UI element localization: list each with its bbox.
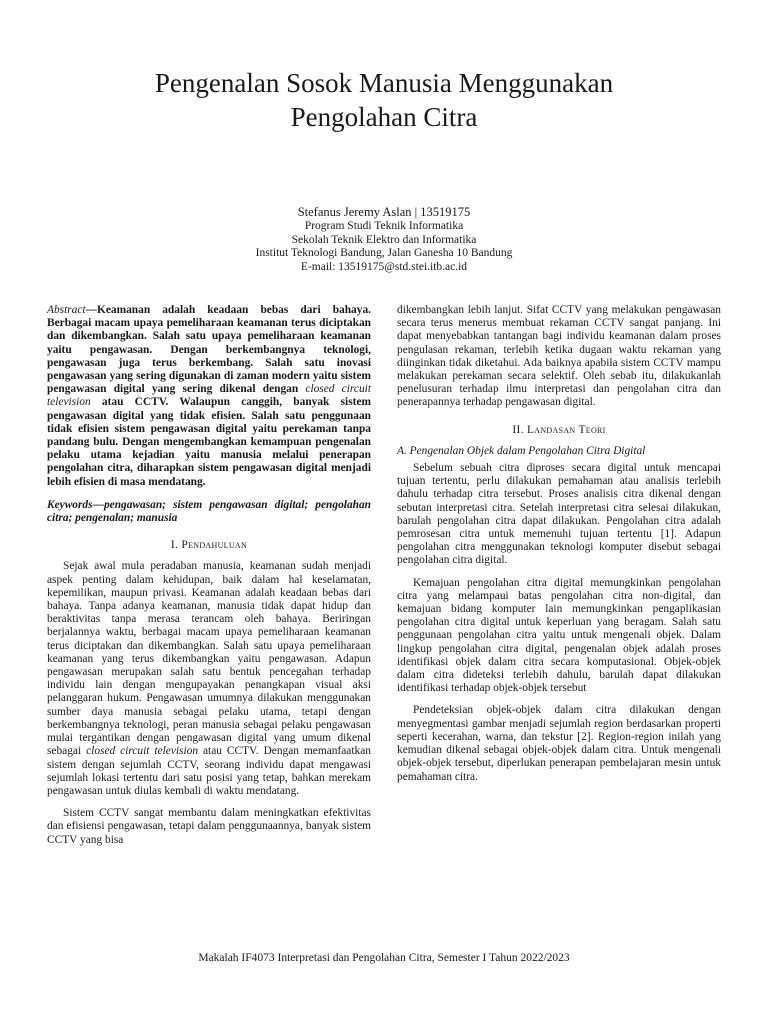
left-column bbox=[47, 304, 371, 856]
right-column bbox=[397, 304, 721, 793]
title-line-1: Pengenalan Sosok Manusia Menggunakan bbox=[154, 68, 614, 98]
affiliation-school: Sekolah Teknik Elektro dan Informatika bbox=[291, 233, 477, 246]
section-heading-landasan-teori: II. Landasan Teori bbox=[512, 423, 606, 436]
theory-paragraph-3: Pendeteksian objek-objek dalam citra dilakukan dengan menyegmentasi gambar menjadi sejumlah region berdasarkan properti seperti kecerahan, warna, dan tekstur [2]. Region-region inilah yang kemudian dikenal sebagai objek-objek dalam citra. Untuk mengenali objek-objek tersebut, diperlukan penerapan pembelajaran mesin untuk pemahaman citra. bbox=[397, 704, 721, 783]
intro-p1-text-b: atau CCTV. Dengan memanfaatkan sistem dengan sejumlah CCTV, seorang individu dapat mengawasi sejumlah lokasi tertentu dari satu posisi yang tetap, bahkan merekam pengawasan untuk diulas kembali di waktu mendatang. bbox=[47, 745, 371, 797]
affiliation-institute: Institut Teknologi Bandung, Jalan Ganesha 10 Bandung bbox=[255, 247, 513, 259]
theory-paragraph-2: Kemajuan pengolahan citra digital memungkinkan pengolahan citra yang melampaui batas pengolahan citra non-digital, dan kemajuan bidang komputer lain memungkinkan pengaplikasian pengolahan citra digital untuk keperluan yang beragam. Salah satu penggunaan pengolahan citra yaitu untuk mengenali objek. Dalam lingkup pengolahan citra digital, pengenalan objek adalah proses identifikasi objek dalam citra secara komputasional. Objek-objek dalam citra dideteksi terlebih dahulu, barulah dapat dilakukan identifikasi terhadap objek-objek tersebut bbox=[397, 576, 721, 695]
section-heading-introduction: I. Pendahuluan bbox=[170, 539, 248, 552]
abstract-text-b: atau CCTV. Walaupun canggih, banyak sistem pengawasan digital yang tidak efisien. Salah satu penggunaan tidak efisien sistem pengawasan digital yaitu perekaman tanpa pandang bulu. Dengan mengembangkan kemampuan pengenalan pelaku utama kejadian yaitu manusia melalui penerapan pengolahan citra, diharapkan sistem pengawasan digital menjadi lebih efisien di masa mendatang. bbox=[47, 396, 371, 488]
abstract bbox=[47, 304, 371, 489]
abstract-term: closed circuit television bbox=[47, 383, 371, 409]
intro-p1-term: closed circuit television bbox=[86, 745, 199, 758]
intro-paragraph-1 bbox=[47, 560, 371, 798]
affiliation-block bbox=[60, 220, 708, 274]
affiliation-program: Program Studi Teknik Informatika bbox=[304, 220, 464, 232]
abstract-text-a: —Keamanan adalah keadaan bebas dari bahaya. Berbagai macam upaya pemeliharaan keamanan terus diciptakan dan dikembangkan. Salah satu upaya pemeliharaan keamanan yaitu pengawasan. Dengan berkembangnya teknologi, pengawasan juga terus berkembang. Salah satu inovasi pengawasan yang sering digunakan di zaman modern yaitu sistem pengawasan digital yang sering dikenal dengan bbox=[47, 304, 371, 396]
author-line: Stefanus Jeremy Aslan | 13519175 bbox=[297, 205, 471, 219]
intro-paragraph-2-continued: dikembangkan lebih lanjut. Sifat CCTV yang melakukan pengawasan secara terus menerus membuat rekaman CCTV sangat panjang. Ini dapat menyebabkan tantangan bagi individu keamanan dalam proses pengulasan rekaman, terlebih ketika dugaan waktu rekaman yang diinginkan tidak diketahui. Ada baiknya apabila sistem CCTV mampu melakukan perekaman secara selektif. Oleh sebab itu, dilakukanlah penelusuran terhadap ilmu interpretasi dan pengolahan citra dan penerapannya terhadap pengawasan digital. bbox=[397, 304, 721, 409]
subsection-heading-object-recognition: A. Pengenalan Objek dalam Pengolahan Citra Digital bbox=[397, 444, 646, 457]
theory-paragraph-1: Sebelum sebuah citra diproses secara digital untuk mencapai tujuan tertentu, perlu dilakukan pemahaman atau analisis terlebih dahulu terhadap citra tersebut. Proses analisis citra dikenal dengan sebutan interpretasi citra. Setelah interpretasi citra selesai dilakukan, barulah pengolahan citra dapat dilakukan. Pengolahan citra adalah pemrosesan citra untuk memenuhi tujuan tertentu [1]. Adapun pengolahan citra menggunakan teknologi komputer disebut sebagai pengolahan citra digital. bbox=[397, 462, 721, 567]
keywords: Keywords—pengawasan; sistem pengawasan digital; pengolahan citra; pengenalan; manusia bbox=[47, 498, 371, 525]
page-footer: Makalah IF4073 Interpretasi dan Pengolahan Citra, Semester I Tahun 2022/2023 bbox=[198, 952, 570, 964]
intro-paragraph-2: Sistem CCTV sangat membantu dalam meningkatkan efektivitas dan efisiensi pengawasan, tetapi dalam penggunaannya, banyak sistem CCTV yang bisa bbox=[47, 807, 371, 846]
title-line-2: Pengolahan Citra bbox=[290, 102, 478, 132]
abstract-lead: Abstract bbox=[47, 304, 86, 316]
affiliation-email: E-mail: 13519175@std.stei.itb.ac.id bbox=[300, 260, 468, 273]
paper-title bbox=[60, 66, 708, 134]
intro-p1-text-a: Sejak awal mula peradaban manusia, keamanan sudah menjadi aspek penting dalam kehidupan, baik dalam hal keselamatan, kepemilikan, maupun privasi. Keamanan adalah keadaan bebas dari bahaya. Tanpa adanya keamanan, manusia tidak dapat hidup dan beraktivitas tanpa merasa terancam oleh bahaya. Beriringan berjalannya waktu, berbagai macam upaya pemeliharaan keamanan terus diciptakan dan dikembangkan. Salah satu upaya pemeliharaan keamanan yang terus dikembangkan yaitu pengawasan. Adapun pengawasan merupakan salah satu bentuk pencegahan terhadap individu lain dengan mengupayakan penangkapan visual aksi pelanggaran hukum. Pengawasan umumnya dilakukan menggunakan sumber daya manusia sebagai pelaku utama, tetapi dengan berkembangnya teknologi, peran manusia sebagai pelaku pengawasan mulai tergantikan dengan pengawasan digital yang umum dikenal sebagai bbox=[47, 560, 371, 758]
